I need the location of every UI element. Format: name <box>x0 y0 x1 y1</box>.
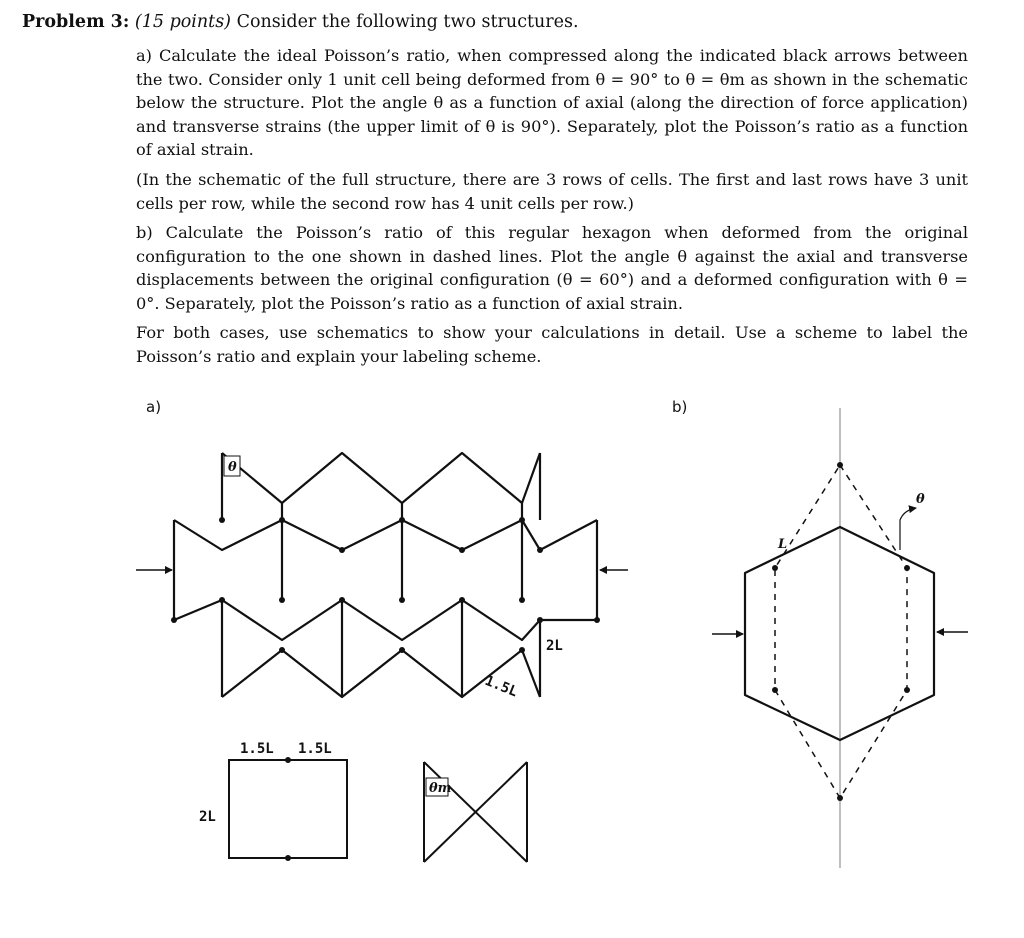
unit-cell-deformed <box>424 762 527 862</box>
node <box>399 647 405 653</box>
node <box>399 597 405 603</box>
instructions-text: For both cases, use schematics to show your calculations in detail. Use a scheme to label the Poisson’s ratio and explain your labeling scheme. <box>136 323 968 366</box>
cell-top-right-dim: 1.5L <box>298 741 332 757</box>
top-row-upper-zigzag <box>222 453 540 503</box>
problem-points: (15 points) <box>134 12 232 32</box>
node <box>399 517 405 523</box>
dim-1-5L-label: 1.5L <box>482 672 520 701</box>
deformed-hexagon-dashed <box>775 465 907 798</box>
node <box>459 597 465 603</box>
hex-side-label: L <box>778 537 788 552</box>
part-b-text: b) Calculate the Poisson’s ratio of this regular hexagon when deformed from the original configuration to the one shown in dashed lines. Plot the angle θ against the axial and transverse displacements between the original configuration (θ = 60°) and a deformed configuration with θ = 0°. Separately, plot the Poisson’s ratio as a function of axial strain. <box>136 223 968 313</box>
node <box>594 617 600 623</box>
problem-number: Problem 3: <box>22 12 130 32</box>
part-a-text: a) Calculate the ideal Poisson’s ratio, when compressed along the indicated black arrows between the two. Consider only 1 unit cell being deformed from θ = 90° to θ = θm as shown in the schematic below the structure. Plot the angle θ as a function of axial (along the direction of force application) and transverse strains (the upper limit of θ is 90°). Separately, plot the Poisson’s ratio as a function of axial strain. <box>136 46 968 159</box>
hex-theta-label: θ <box>916 492 925 507</box>
node <box>339 547 345 553</box>
theta-label: θ <box>228 460 237 475</box>
structure-note-text: (In the schematic of the full structure, there are 3 rows of cells. The first and last rows have 3 unit cells per row, while the second row has 4 unit cells per row.) <box>136 170 968 213</box>
cell-top-left-dim: 1.5L <box>240 741 274 757</box>
node <box>519 597 525 603</box>
hex-node <box>904 565 910 571</box>
node <box>519 647 525 653</box>
unit-cell-original <box>229 760 347 858</box>
node <box>219 517 225 523</box>
middle-lower-zigzag <box>174 600 597 640</box>
node <box>519 517 525 523</box>
node <box>537 617 543 623</box>
cell-node <box>285 757 291 763</box>
figure-b-label: b) <box>672 398 688 416</box>
node <box>219 597 225 603</box>
node <box>279 517 285 523</box>
hex-node <box>772 565 778 571</box>
node <box>279 597 285 603</box>
node <box>459 547 465 553</box>
hex-node <box>772 687 778 693</box>
hex-node <box>837 462 843 468</box>
node <box>171 617 177 623</box>
dim-2L-label: 2L <box>546 638 563 654</box>
structure-nodes <box>171 517 600 653</box>
hex-node <box>904 687 910 693</box>
node <box>537 547 543 553</box>
node <box>339 597 345 603</box>
figure-a-label: a) <box>146 398 162 416</box>
hexagon-nodes <box>772 462 910 801</box>
problem-intro: Consider the following two structures. <box>236 12 579 32</box>
hex-node <box>837 795 843 801</box>
cell-node <box>285 855 291 861</box>
theta-m-label: θm <box>429 781 452 796</box>
middle-upper-zigzag <box>174 520 597 550</box>
node <box>279 647 285 653</box>
reentrant-structure <box>174 453 597 697</box>
cell-side-dim: 2L <box>199 809 216 825</box>
theta-angle-indicator <box>900 508 916 550</box>
